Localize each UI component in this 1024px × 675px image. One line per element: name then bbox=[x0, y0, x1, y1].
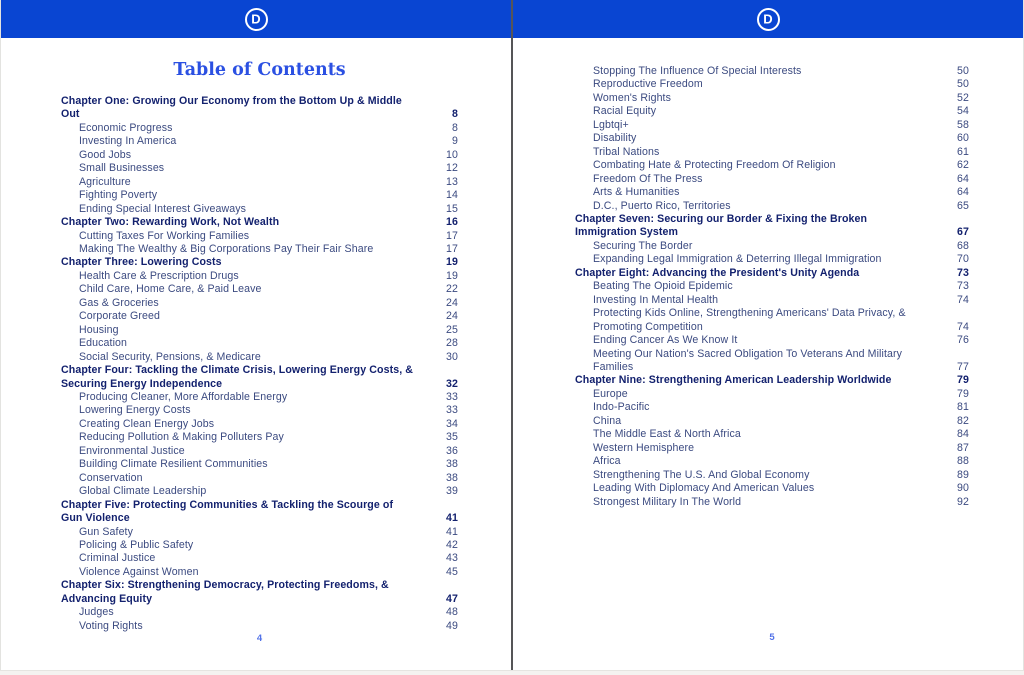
toc-entry-label[interactable]: Cutting Taxes For Working Families bbox=[79, 229, 250, 242]
toc-entry-page-number: 88 bbox=[957, 455, 969, 468]
toc-list-left bbox=[61, 95, 458, 633]
toc-sub-row[interactable] bbox=[575, 280, 969, 293]
toc-entry-label[interactable]: Child Care, Home Care, & Paid Leave bbox=[79, 283, 262, 296]
toc-sub-row[interactable] bbox=[575, 334, 969, 347]
toc-sub-row[interactable] bbox=[61, 337, 458, 350]
page-left bbox=[0, 0, 511, 670]
toc-entry-page-number: 9 bbox=[452, 135, 458, 148]
toc-sub-row[interactable] bbox=[575, 200, 969, 213]
toc-entry-label[interactable]: Leading With Diplomacy And American Values bbox=[593, 482, 815, 495]
toc-entry-page-number: 17 bbox=[446, 229, 458, 242]
toc-chapter-row[interactable] bbox=[575, 267, 969, 280]
toc-chapter-row[interactable] bbox=[61, 364, 458, 391]
toc-sub-row[interactable] bbox=[575, 186, 969, 199]
toc-sub-row[interactable] bbox=[61, 149, 458, 162]
toc-entry-label[interactable]: Tribal Nations bbox=[593, 145, 660, 158]
toc-entry-label[interactable]: Women's Rights bbox=[593, 91, 671, 104]
toc-sub-row[interactable] bbox=[61, 458, 458, 471]
toc-sub-row[interactable] bbox=[61, 620, 458, 633]
toc-entry-page-number: 12 bbox=[446, 162, 458, 175]
toc-entry-page-number: 82 bbox=[957, 414, 969, 427]
viewer-page-gap bbox=[0, 670, 1024, 675]
toc-entry-page-number: 35 bbox=[446, 431, 458, 444]
toc-sub-row[interactable] bbox=[61, 122, 458, 135]
toc-entry-label[interactable]: Chapter Four: Tackling the Climate Crisis, Lowering Energy Costs, & Securing Energy Independence bbox=[61, 364, 414, 390]
toc-entry-label[interactable]: Housing bbox=[79, 323, 119, 336]
toc-sub-row[interactable] bbox=[575, 415, 969, 428]
toc-entry-label[interactable]: Investing In Mental Health bbox=[593, 293, 719, 306]
toc-entry-label[interactable]: Reducing Pollution & Making Polluters Pay bbox=[79, 431, 284, 444]
toc-entry-page-number: 38 bbox=[446, 458, 458, 471]
toc-sub-row[interactable] bbox=[61, 351, 458, 364]
toc-entry-label[interactable]: Social Security, Pensions, & Medicare bbox=[79, 350, 261, 363]
toc-sub-row[interactable] bbox=[61, 539, 458, 552]
toc-entry-page-number: 84 bbox=[957, 428, 969, 441]
toc-entry-page-number: 16 bbox=[446, 216, 458, 229]
toc-sub-row[interactable] bbox=[575, 78, 969, 91]
toc-entry-page-number: 64 bbox=[957, 186, 969, 199]
toc-entry-page-number: 38 bbox=[446, 471, 458, 484]
toc-sub-row[interactable] bbox=[575, 294, 969, 307]
toc-entry-label[interactable]: Making The Wealthy & Big Corporations Pay Their Fair Share bbox=[79, 242, 374, 255]
toc-sub-row[interactable] bbox=[61, 243, 458, 256]
header-bar-right bbox=[513, 0, 1023, 38]
toc-entry-label[interactable]: Chapter Three: Lowering Costs bbox=[61, 256, 222, 269]
toc-entry-page-number: 67 bbox=[957, 226, 969, 239]
toc-sub-row[interactable] bbox=[61, 552, 458, 565]
toc-entry-label[interactable]: Gas & Groceries bbox=[79, 296, 159, 309]
democratic-party-logo-icon bbox=[757, 8, 780, 31]
toc-sub-row[interactable] bbox=[575, 173, 969, 186]
toc-sub-row[interactable] bbox=[61, 297, 458, 310]
toc-sub-row[interactable] bbox=[61, 230, 458, 243]
toc-entry-label[interactable]: Creating Clean Energy Jobs bbox=[79, 417, 215, 430]
toc-sub-row[interactable] bbox=[61, 472, 458, 485]
toc-entry-page-number: 49 bbox=[446, 619, 458, 632]
toc-entry-label[interactable]: Ending Special Interest Giveaways bbox=[79, 202, 247, 215]
toc-entry-page-number: 60 bbox=[957, 132, 969, 145]
toc-entry-label[interactable]: Beating The Opioid Epidemic bbox=[593, 280, 733, 293]
toc-sub-row[interactable] bbox=[575, 105, 969, 118]
toc-sub-row[interactable] bbox=[61, 270, 458, 283]
toc-entry-label[interactable]: Reproductive Freedom bbox=[593, 78, 703, 91]
toc-entry-label[interactable]: Good Jobs bbox=[79, 148, 132, 161]
toc-sub-row[interactable] bbox=[61, 526, 458, 539]
toc-entry-label[interactable]: Global Climate Leadership bbox=[79, 485, 207, 498]
page-title: Table of Contents bbox=[173, 60, 346, 80]
toc-entry-label[interactable]: Economic Progress bbox=[79, 121, 173, 134]
toc-sub-row[interactable] bbox=[575, 428, 969, 441]
toc-entry-page-number: 33 bbox=[446, 404, 458, 417]
toc-entry-label[interactable]: Producing Cleaner, More Affordable Energy bbox=[79, 390, 288, 403]
toc-sub-row[interactable] bbox=[575, 307, 969, 334]
toc-entry-label[interactable]: Gun Safety bbox=[79, 525, 133, 538]
toc-entry-page-number: 22 bbox=[446, 283, 458, 296]
toc-entry-page-number: 62 bbox=[957, 159, 969, 172]
toc-sub-row[interactable] bbox=[575, 469, 969, 482]
toc-sub-row[interactable] bbox=[575, 132, 969, 145]
toc-entry-label[interactable]: Racial Equity bbox=[593, 105, 657, 118]
page-number-right: 5 bbox=[769, 632, 775, 643]
header-bar-left bbox=[1, 0, 511, 38]
toc-entry-page-number: 41 bbox=[446, 525, 458, 538]
toc-entry-page-number: 52 bbox=[957, 91, 969, 104]
toc-sub-row[interactable] bbox=[575, 401, 969, 414]
toc-entry-label[interactable]: Health Care & Prescription Drugs bbox=[79, 269, 239, 282]
toc-entry-page-number: 87 bbox=[957, 441, 969, 454]
toc-entry-label[interactable]: Judges bbox=[79, 606, 114, 619]
toc-entry-page-number: 74 bbox=[957, 293, 969, 306]
toc-sub-row[interactable] bbox=[61, 283, 458, 296]
toc-entry-label[interactable]: Securing The Border bbox=[593, 239, 693, 252]
toc-entry-label[interactable]: Africa bbox=[593, 455, 621, 468]
toc-entry-label[interactable]: Combating Hate & Protecting Freedom Of Religion bbox=[593, 159, 836, 172]
toc-entry-label[interactable]: Voting Rights bbox=[79, 619, 143, 632]
toc-entry-label[interactable]: Education bbox=[79, 337, 128, 350]
toc-entry-label[interactable]: Fighting Poverty bbox=[79, 189, 158, 202]
page-body-left bbox=[1, 38, 511, 671]
toc-entry-label[interactable]: Protecting Kids Online, Strengthening Americans' Data Privacy, & Promoting Competition bbox=[593, 307, 906, 333]
toc-entry-page-number: 43 bbox=[446, 552, 458, 565]
toc-entry-page-number: 47 bbox=[446, 592, 458, 605]
toc-entry-page-number: 73 bbox=[957, 280, 969, 293]
toc-entry-label[interactable]: Chapter Eight: Advancing the President's Unity Agenda bbox=[575, 266, 860, 279]
toc-entry-label[interactable]: Western Hemisphere bbox=[593, 441, 695, 454]
toc-entry-label[interactable]: Ending Cancer As We Know It bbox=[593, 334, 738, 347]
toc-entry-page-number: 48 bbox=[446, 606, 458, 619]
toc-entry-page-number: 25 bbox=[446, 323, 458, 336]
toc-sub-row[interactable] bbox=[61, 485, 458, 498]
page-right bbox=[513, 0, 1024, 670]
toc-sub-row[interactable] bbox=[575, 253, 969, 266]
toc-entry-label[interactable]: Strengthening The U.S. And Global Economy bbox=[593, 468, 810, 481]
toc-sub-row[interactable] bbox=[575, 496, 969, 509]
toc-entry-label[interactable]: Meeting Our Nation's Sacred Obligation To Veterans And Military Families bbox=[593, 347, 903, 373]
toc-entry-page-number: 32 bbox=[446, 377, 458, 390]
toc-sub-row[interactable] bbox=[61, 404, 458, 417]
toc-entry-page-number: 14 bbox=[446, 189, 458, 202]
toc-sub-row[interactable] bbox=[61, 162, 458, 175]
toc-entry-label[interactable]: Investing In America bbox=[79, 135, 177, 148]
toc-entry-label[interactable]: Conservation bbox=[79, 471, 143, 484]
toc-entry-label[interactable]: D.C., Puerto Rico, Territories bbox=[593, 199, 731, 212]
toc-entry-page-number: 70 bbox=[957, 253, 969, 266]
toc-entry-page-number: 89 bbox=[957, 468, 969, 481]
toc-entry-label[interactable]: Environmental Justice bbox=[79, 444, 185, 457]
toc-entry-page-number: 24 bbox=[446, 310, 458, 323]
toc-sub-row[interactable] bbox=[61, 606, 458, 619]
toc-entry-page-number: 79 bbox=[957, 387, 969, 400]
toc-entry-page-number: 90 bbox=[957, 482, 969, 495]
toc-sub-row[interactable] bbox=[61, 135, 458, 148]
toc-entry-page-number: 65 bbox=[957, 199, 969, 212]
toc-entry-label[interactable]: Chapter Seven: Securing our Border & Fixing the Broken Immigration System bbox=[575, 212, 868, 239]
logo-letter: D bbox=[763, 11, 773, 26]
toc-entry-page-number: 92 bbox=[957, 495, 969, 508]
toc-entry-label[interactable]: Europe bbox=[593, 387, 628, 400]
toc-entry-label[interactable]: Expanding Legal Immigration & Deterring Illegal Immigration bbox=[593, 253, 882, 266]
toc-sub-row[interactable] bbox=[575, 348, 969, 375]
toc-entry-label[interactable]: Stopping The Influence Of Special Interests bbox=[593, 65, 802, 77]
toc-entry-page-number: 17 bbox=[446, 242, 458, 255]
toc-entry-label[interactable]: Chapter One: Growing Our Economy from the Bottom Up & Middle Out bbox=[61, 95, 402, 121]
toc-entry-label[interactable]: Strongest Military In The World bbox=[593, 495, 742, 508]
toc-chapter-row[interactable] bbox=[61, 95, 458, 122]
toc-sub-row[interactable] bbox=[61, 445, 458, 458]
toc-entry-label[interactable]: Corporate Greed bbox=[79, 310, 160, 323]
democratic-party-logo-icon bbox=[245, 8, 268, 31]
toc-sub-row[interactable] bbox=[575, 442, 969, 455]
toc-entry-page-number: 36 bbox=[446, 444, 458, 457]
toc-entry-page-number: 41 bbox=[446, 512, 458, 525]
toc-sub-row[interactable] bbox=[575, 65, 969, 78]
toc-sub-row[interactable] bbox=[575, 240, 969, 253]
toc-entry-page-number: 8 bbox=[452, 108, 458, 121]
toc-entry-page-number: 73 bbox=[957, 266, 969, 279]
toc-entry-page-number: 54 bbox=[957, 105, 969, 118]
toc-entry-page-number: 39 bbox=[446, 485, 458, 498]
toc-entry-label[interactable]: Building Climate Resilient Communities bbox=[79, 458, 268, 471]
toc-sub-row[interactable] bbox=[575, 482, 969, 495]
toc-entry-page-number: 19 bbox=[446, 256, 458, 269]
page-body-right bbox=[513, 38, 1023, 670]
toc-chapter-row[interactable] bbox=[61, 256, 458, 269]
toc-entry-label[interactable]: Indo-Pacific bbox=[593, 401, 650, 414]
logo-letter: D bbox=[251, 11, 261, 26]
toc-entry-label[interactable]: China bbox=[593, 414, 622, 427]
toc-entry-page-number: 50 bbox=[957, 65, 969, 77]
toc-entry-page-number: 64 bbox=[957, 172, 969, 185]
toc-entry-page-number: 28 bbox=[446, 337, 458, 350]
toc-entry-label[interactable]: The Middle East & North Africa bbox=[593, 428, 741, 441]
toc-entry-label[interactable]: Lowering Energy Costs bbox=[79, 404, 191, 417]
toc-sub-row[interactable] bbox=[61, 431, 458, 444]
toc-entry-label[interactable]: Lgbtqi+ bbox=[593, 118, 629, 131]
toc-entry-page-number: 45 bbox=[446, 565, 458, 578]
toc-sub-row[interactable] bbox=[61, 418, 458, 431]
toc-entry-label[interactable]: Freedom Of The Press bbox=[593, 172, 703, 185]
toc-sub-row[interactable] bbox=[575, 92, 969, 105]
toc-entry-page-number: 76 bbox=[957, 334, 969, 347]
toc-entry-page-number: 79 bbox=[957, 374, 969, 387]
toc-entry-label[interactable]: Arts & Humanities bbox=[593, 186, 680, 199]
toc-sub-row[interactable] bbox=[575, 388, 969, 401]
toc-chapter-row[interactable] bbox=[575, 213, 969, 240]
toc-entry-page-number: 24 bbox=[446, 296, 458, 309]
toc-entry-page-number: 15 bbox=[446, 202, 458, 215]
toc-sub-row[interactable] bbox=[61, 310, 458, 323]
toc-chapter-row[interactable] bbox=[61, 216, 458, 229]
toc-entry-label[interactable]: Chapter Five: Protecting Communities & Tackling the Scourge of Gun Violence bbox=[61, 498, 394, 525]
toc-sub-row[interactable] bbox=[575, 455, 969, 468]
page-number-left: 4 bbox=[256, 633, 263, 645]
toc-sub-row[interactable] bbox=[575, 146, 969, 159]
toc-entry-page-number: 68 bbox=[957, 239, 969, 252]
toc-entry-page-number: 30 bbox=[446, 350, 458, 363]
toc-sub-row[interactable] bbox=[61, 176, 458, 189]
toc-entry-label[interactable]: Violence Against Women bbox=[79, 565, 199, 578]
toc-entry-page-number: 42 bbox=[446, 538, 458, 551]
toc-entry-label[interactable]: Chapter Nine: Strengthening American Leadership Worldwide bbox=[575, 374, 892, 387]
toc-entry-label[interactable]: Agriculture bbox=[79, 175, 131, 188]
toc-entry-page-number: 77 bbox=[957, 360, 969, 373]
toc-entry-label[interactable]: Disability bbox=[593, 132, 637, 145]
toc-entry-label[interactable]: Small Businesses bbox=[79, 162, 165, 175]
toc-entry-page-number: 13 bbox=[446, 175, 458, 188]
toc-sub-row[interactable] bbox=[61, 189, 458, 202]
toc-chapter-row[interactable] bbox=[61, 499, 458, 526]
toc-sub-row[interactable] bbox=[575, 119, 969, 132]
toc-entry-page-number: 19 bbox=[446, 269, 458, 282]
toc-entry-page-number: 61 bbox=[957, 145, 969, 158]
toc-sub-row[interactable] bbox=[575, 159, 969, 172]
toc-entry-label[interactable]: Chapter Six: Strengthening Democracy, Protecting Freedoms, & Advancing Equity bbox=[61, 579, 389, 605]
toc-sub-row[interactable] bbox=[61, 391, 458, 404]
toc-entry-page-number: 33 bbox=[446, 390, 458, 403]
toc-chapter-row[interactable] bbox=[575, 374, 969, 387]
toc-entry-label[interactable]: Criminal Justice bbox=[79, 552, 156, 565]
toc-entry-label[interactable]: Chapter Two: Rewarding Work, Not Wealth bbox=[61, 216, 280, 229]
toc-entry-page-number: 74 bbox=[957, 320, 969, 333]
toc-entry-page-number: 34 bbox=[446, 417, 458, 430]
toc-entry-page-number: 8 bbox=[452, 121, 458, 134]
toc-entry-label[interactable]: Policing & Public Safety bbox=[79, 538, 194, 551]
toc-chapter-row[interactable] bbox=[61, 579, 458, 606]
toc-entry-page-number: 50 bbox=[957, 78, 969, 91]
toc-list-right bbox=[575, 65, 969, 509]
toc-entry-page-number: 58 bbox=[957, 118, 969, 131]
toc-entry-page-number: 10 bbox=[446, 148, 458, 161]
toc-sub-row[interactable] bbox=[61, 324, 458, 337]
toc-sub-row[interactable] bbox=[61, 203, 458, 216]
toc-sub-row[interactable] bbox=[61, 566, 458, 579]
toc-entry-page-number: 81 bbox=[957, 401, 969, 414]
